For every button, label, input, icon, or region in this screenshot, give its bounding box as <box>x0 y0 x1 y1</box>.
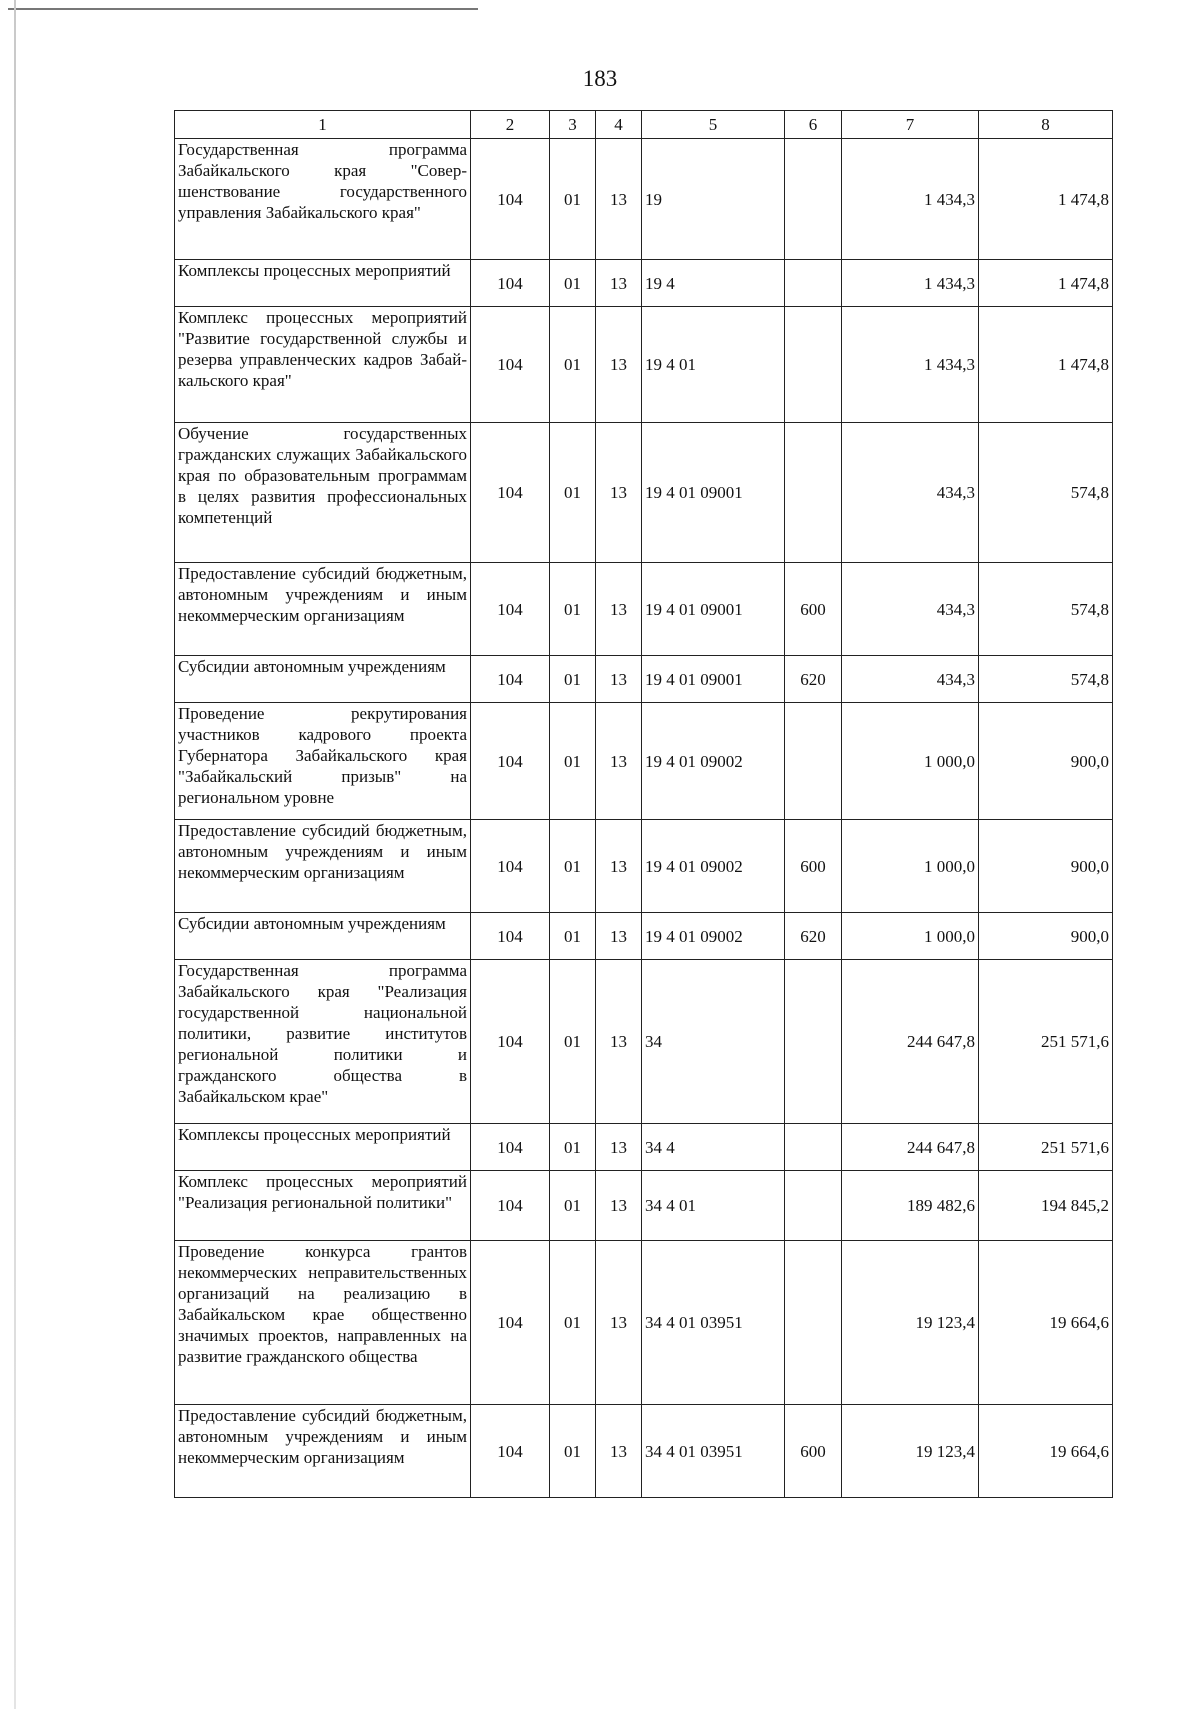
row-col8: 900,0 <box>979 703 1113 820</box>
row-col7: 1 434,3 <box>842 307 979 423</box>
row-col7: 434,3 <box>842 563 979 656</box>
table-row <box>175 960 1113 1124</box>
row-col7: 1 434,3 <box>842 139 979 260</box>
row-col2: 104 <box>471 656 550 703</box>
row-col6 <box>785 139 842 260</box>
row-col6 <box>785 1124 842 1171</box>
table-row <box>175 913 1113 960</box>
row-col6: 600 <box>785 1405 842 1498</box>
table-row <box>175 1171 1113 1241</box>
row-col3: 01 <box>550 1405 596 1498</box>
header-cell-6: 6 <box>785 111 842 139</box>
row-col3: 01 <box>550 960 596 1124</box>
row-col2: 104 <box>471 1171 550 1241</box>
row-col8: 1 474,8 <box>979 307 1113 423</box>
header-cell-2: 2 <box>471 111 550 139</box>
row-name: Предоставление субсидий бюджетным, автономным учреждениям и иным некоммерческим организациям <box>175 563 471 656</box>
row-col4: 13 <box>596 820 642 913</box>
row-col2: 104 <box>471 139 550 260</box>
row-col8: 251 571,6 <box>979 1124 1113 1171</box>
row-col5: 19 4 01 <box>642 307 785 423</box>
table-row <box>175 703 1113 820</box>
row-col8: 251 571,6 <box>979 960 1113 1124</box>
header-cell-1: 1 <box>175 111 471 139</box>
row-col4: 13 <box>596 1171 642 1241</box>
row-col5: 19 4 01 09002 <box>642 820 785 913</box>
table-row <box>175 139 1113 260</box>
row-col5: 19 4 <box>642 260 785 307</box>
row-col6 <box>785 307 842 423</box>
row-col2: 104 <box>471 307 550 423</box>
row-col6 <box>785 1241 842 1405</box>
row-col6 <box>785 960 842 1124</box>
row-name: Государственная программа Забайкальского края "Реализация государственной национальной политики, развитие институтов региональной политики и гражданского общества в Забайкальском крае" <box>175 960 471 1124</box>
page-number: 183 <box>582 66 618 91</box>
table-row <box>175 1241 1113 1405</box>
row-col7: 434,3 <box>842 656 979 703</box>
row-col8: 1 474,8 <box>979 260 1113 307</box>
row-col3: 01 <box>550 423 596 563</box>
row-col6 <box>785 423 842 563</box>
table-row <box>175 1405 1113 1498</box>
row-col6: 620 <box>785 656 842 703</box>
row-col6 <box>785 703 842 820</box>
row-col2: 104 <box>471 960 550 1124</box>
row-col2: 104 <box>471 703 550 820</box>
row-name: Предоставление субсидий бюджетным, автономным учреждениям и иным некоммерческим организациям <box>175 1405 471 1498</box>
row-name: Обучение государственных гражданских служащих Забайкальского края по образовательным программам в целях развития профессиональных компетенций <box>175 423 471 563</box>
row-col6: 600 <box>785 563 842 656</box>
row-col5: 34 <box>642 960 785 1124</box>
row-name: Проведение конкурса грантов некоммерческих неправительственных организаций на реализацию в Забайкальском крае общественно значимых проектов, направленных на развитие гражданского общества <box>175 1241 471 1405</box>
row-col3: 01 <box>550 1124 596 1171</box>
row-col3: 01 <box>550 656 596 703</box>
row-col4: 13 <box>596 260 642 307</box>
table-row <box>175 563 1113 656</box>
header-cell-5: 5 <box>642 111 785 139</box>
row-col5: 19 <box>642 139 785 260</box>
header-cell-8: 8 <box>979 111 1113 139</box>
row-col2: 104 <box>471 260 550 307</box>
row-col5: 19 4 01 09002 <box>642 703 785 820</box>
row-col7: 19 123,4 <box>842 1405 979 1498</box>
row-col8: 194 845,2 <box>979 1171 1113 1241</box>
row-col8: 19 664,6 <box>979 1405 1113 1498</box>
row-col8: 19 664,6 <box>979 1241 1113 1405</box>
row-col7: 1 000,0 <box>842 703 979 820</box>
row-col3: 01 <box>550 139 596 260</box>
row-col7: 1 000,0 <box>842 820 979 913</box>
header-cell-3: 3 <box>550 111 596 139</box>
row-col8: 574,8 <box>979 563 1113 656</box>
row-col5: 34 4 01 <box>642 1171 785 1241</box>
row-name: Государственная программа Забайкальского края "Совершенствование государственного управления Забайкальского края" <box>175 139 471 260</box>
row-col7: 1 434,3 <box>842 260 979 307</box>
row-col7: 244 647,8 <box>842 960 979 1124</box>
table-row <box>175 820 1113 913</box>
row-name: Комплексы процессных мероприятий <box>175 1124 471 1171</box>
row-col5: 19 4 01 09001 <box>642 423 785 563</box>
row-col3: 01 <box>550 1171 596 1241</box>
row-name: Субсидии автономным учреждениям <box>175 913 471 960</box>
row-col4: 13 <box>596 960 642 1124</box>
row-col3: 01 <box>550 260 596 307</box>
row-col5: 19 4 01 09001 <box>642 563 785 656</box>
budget-table <box>174 110 1113 1498</box>
row-col3: 01 <box>550 1241 596 1405</box>
row-col4: 13 <box>596 307 642 423</box>
row-name: Проведение рекрутирования участников кадрового проекта Губернатора Забайкальского края "Забайкальский призыв" на региональном уровне <box>175 703 471 820</box>
table-row <box>175 423 1113 563</box>
row-col2: 104 <box>471 423 550 563</box>
row-col4: 13 <box>596 423 642 563</box>
table-row <box>175 1124 1113 1171</box>
row-col3: 01 <box>550 563 596 656</box>
row-col6: 600 <box>785 820 842 913</box>
row-name: Субсидии автономным учреждениям <box>175 656 471 703</box>
row-col3: 01 <box>550 703 596 820</box>
row-col2: 104 <box>471 1405 550 1498</box>
table-row <box>175 260 1113 307</box>
row-col4: 13 <box>596 1124 642 1171</box>
row-col3: 01 <box>550 307 596 423</box>
row-col7: 434,3 <box>842 423 979 563</box>
row-col2: 104 <box>471 820 550 913</box>
row-col4: 13 <box>596 1241 642 1405</box>
row-col4: 13 <box>596 703 642 820</box>
row-col4: 13 <box>596 913 642 960</box>
row-col4: 13 <box>596 1405 642 1498</box>
row-col7: 19 123,4 <box>842 1241 979 1405</box>
row-col7: 1 000,0 <box>842 913 979 960</box>
row-col8: 574,8 <box>979 423 1113 563</box>
row-col7: 189 482,6 <box>842 1171 979 1241</box>
row-col8: 1 474,8 <box>979 139 1113 260</box>
row-col3: 01 <box>550 913 596 960</box>
header-row <box>175 111 1113 139</box>
row-col6 <box>785 1171 842 1241</box>
header-cell-4: 4 <box>596 111 642 139</box>
row-name: Предоставление субсидий бюджетным, автономным учреждениям и иным некоммерческим организациям <box>175 820 471 913</box>
row-col5: 19 4 01 09001 <box>642 656 785 703</box>
row-col4: 13 <box>596 656 642 703</box>
table-row <box>175 656 1113 703</box>
row-name: Комплексы процессных мероприятий <box>175 260 471 307</box>
header-cell-7: 7 <box>842 111 979 139</box>
table-row <box>175 307 1113 423</box>
row-col5: 34 4 01 03951 <box>642 1241 785 1405</box>
row-col6 <box>785 260 842 307</box>
row-col8: 900,0 <box>979 820 1113 913</box>
row-name: Комплекс процессных мероприятий "Реализация региональной политики" <box>175 1171 471 1241</box>
row-col5: 34 4 01 03951 <box>642 1405 785 1498</box>
scan-edge-left <box>14 0 16 1709</box>
row-col7: 244 647,8 <box>842 1124 979 1171</box>
row-col2: 104 <box>471 563 550 656</box>
row-col2: 104 <box>471 1124 550 1171</box>
row-col2: 104 <box>471 913 550 960</box>
row-name: Комплекс процессных мероприятий "Развитие государственной службы и резерва управленческих кадров Забайкальского края" <box>175 307 471 423</box>
row-col4: 13 <box>596 139 642 260</box>
row-col5: 19 4 01 09002 <box>642 913 785 960</box>
row-col5: 34 4 <box>642 1124 785 1171</box>
row-col4: 13 <box>596 563 642 656</box>
row-col8: 900,0 <box>979 913 1113 960</box>
row-col6: 620 <box>785 913 842 960</box>
row-col8: 574,8 <box>979 656 1113 703</box>
table-body <box>175 139 1113 1498</box>
table-header <box>175 111 1113 139</box>
row-col2: 104 <box>471 1241 550 1405</box>
scan-edge-top <box>8 8 478 10</box>
row-col3: 01 <box>550 820 596 913</box>
